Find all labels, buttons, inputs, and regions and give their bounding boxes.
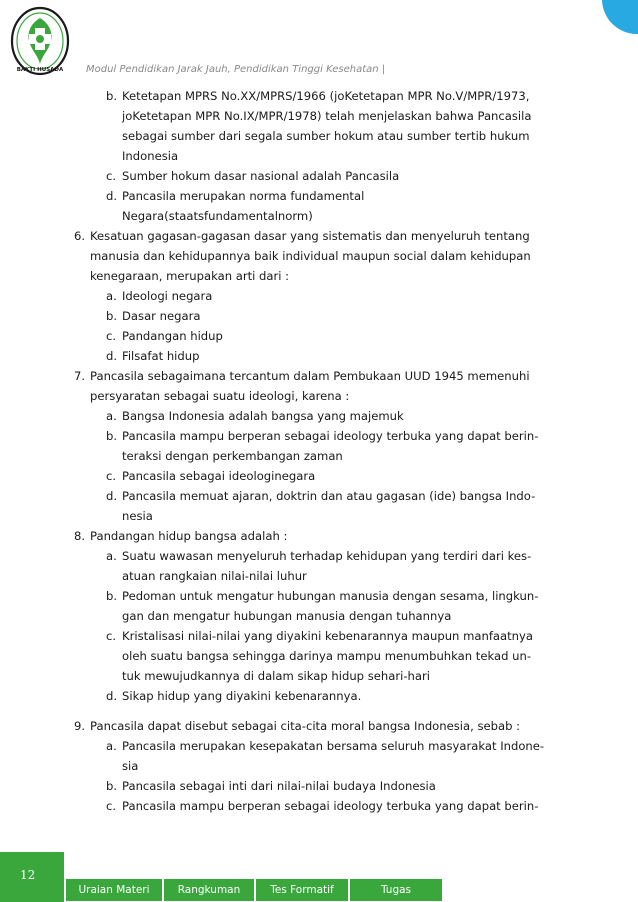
text-line: Pancasila dapat disebut sebagai cita-cita moral bangsa Indonesia, sebab : [90,719,521,733]
module-header [86,64,385,75]
item-label: c. [106,469,117,483]
tab-tugas-label: Tugas [380,884,412,896]
item-label: a. [106,739,117,753]
text-line: Pancasila merupakan norma fundamental [122,189,365,203]
module-title: Modul Pendidikan Jarak Jauh, Pendidikan Tinggi Kesehatan [86,64,379,75]
text-line: kenegaraan, merupakan arti dari : [90,269,290,283]
text-line: Pancasila sebagai inti dari nilai-nilai budaya Indonesia [122,779,436,793]
text-line: Pancasila merupakan kesepakatan bersama seluruh masyarakat Indone- [122,739,545,753]
item-label: b. [106,779,118,793]
page-number: 12 [20,868,36,882]
text-line: Filsafat hidup [122,349,200,363]
text-line: Ketetapan MPRS No.XX/MPRS/1966 (joKetetapan MPR No.V/MPR/1973, [122,89,530,103]
text-line: Kristalisasi nilai-nilai yang diyakini kebenarannya maupun manfaatnya [122,629,533,643]
tab-tugas[interactable] [350,879,442,901]
item-label: c. [106,169,117,183]
item-label: d. [106,489,118,503]
text-line: Pedoman untuk mengatur hubungan manusia dengan sesama, lingkun- [122,589,539,603]
text-line: Pandangan hidup bangsa adalah : [90,529,288,543]
text-line: Bangsa Indonesia adalah bangsa yang majemuk [122,409,404,423]
text-line: tuk mewujudkannya di dalam sikap hidup sehari-hari [122,669,430,683]
text-line: Pancasila mampu berperan sebagai ideology terbuka yang dapat berin- [122,799,539,813]
tab-uraian-materi-label: Uraian Materi [78,884,150,896]
text-line: sia [122,759,139,773]
text-line: manusia dan kehidupannya baik individual maupun social dalam kehidupan [90,249,531,263]
tab-rangkuman-label: Rangkuman [177,884,241,896]
text-line: nesia [122,509,153,523]
text-line: joKetetapan MPR No.IX/MPR/1978) telah menjelaskan bahwa Pancasila [122,109,532,123]
page-number-box [0,852,64,902]
text-line: atuan rangkaian nilai-nilai luhur [122,569,307,583]
text-line: Kesatuan gagasan-gagasan dasar yang sistematis dan menyeluruh tentang [90,229,530,243]
text-line: Suatu wawasan menyeluruh terhadap kehidupan yang terdiri dari kes- [122,549,532,563]
item-label: c. [106,799,117,813]
text-line: Pandangan hidup [122,329,223,343]
item-label: b. [106,309,118,323]
text-line: teraksi dengan perkembangan zaman [122,449,343,463]
text-line: Pancasila mampu berperan sebagai ideology terbuka yang dapat berin- [122,429,539,443]
text-line: oleh suatu bangsa sehingga darinya mampu menumbuhkan tekad un- [122,649,532,663]
tab-uraian-materi[interactable] [66,879,162,901]
text-line: Pancasila sebagaimana tercantum dalam Pembukaan UUD 1945 memenuhi [90,369,530,383]
item-label: b. [106,589,118,603]
item-label: d. [106,189,118,203]
text-line: Sikap hidup yang diyakini kebenarannya. [122,689,362,703]
text-line: Dasar negara [122,309,201,323]
text-line: gan dan mengatur hubungan manusia dengan tuhannya [122,609,452,623]
corner-decoration [602,0,638,34]
item-label: 6. [74,229,86,243]
item-label: 9. [74,719,86,733]
text-line: Sumber hokum dasar nasional adalah Pancasila [122,169,400,183]
text-line: persyaratan sebagai suatu ideologi, karena : [90,389,350,403]
text-line: Indonesia [122,149,179,163]
item-label: a. [106,549,117,563]
item-label: a. [106,289,117,303]
text-line: Negara(staatsfundamentalnorm) [122,209,313,223]
svg-text:BAKTI HUSADA: BAKTI HUSADA [16,67,64,73]
item-label: 8. [74,529,86,543]
item-label: b. [106,429,118,443]
header-separator: | [381,64,386,75]
item-label: c. [106,629,117,643]
item-label: c. [106,329,117,343]
tab-tes-formatif[interactable] [256,879,348,901]
text-line: Ideologi negara [122,289,213,303]
tab-rangkuman[interactable] [164,879,254,901]
text-line: Pancasila sebagai ideologinegara [122,469,316,483]
item-label: b. [106,89,118,103]
item-label: a. [106,409,117,423]
text-line: sebagai sumber dari segala sumber hokum atau sumber tertib hukum [122,129,530,143]
item-label: d. [106,689,118,703]
text-line: Pancasila memuat ajaran, doktrin dan atau gagasan (ide) bangsa Indo- [122,489,536,503]
item-label: 7. [74,369,86,383]
bakti-husada-logo [8,4,72,78]
tab-tes-formatif-label: Tes Formatif [270,884,334,896]
item-label: d. [106,349,118,363]
